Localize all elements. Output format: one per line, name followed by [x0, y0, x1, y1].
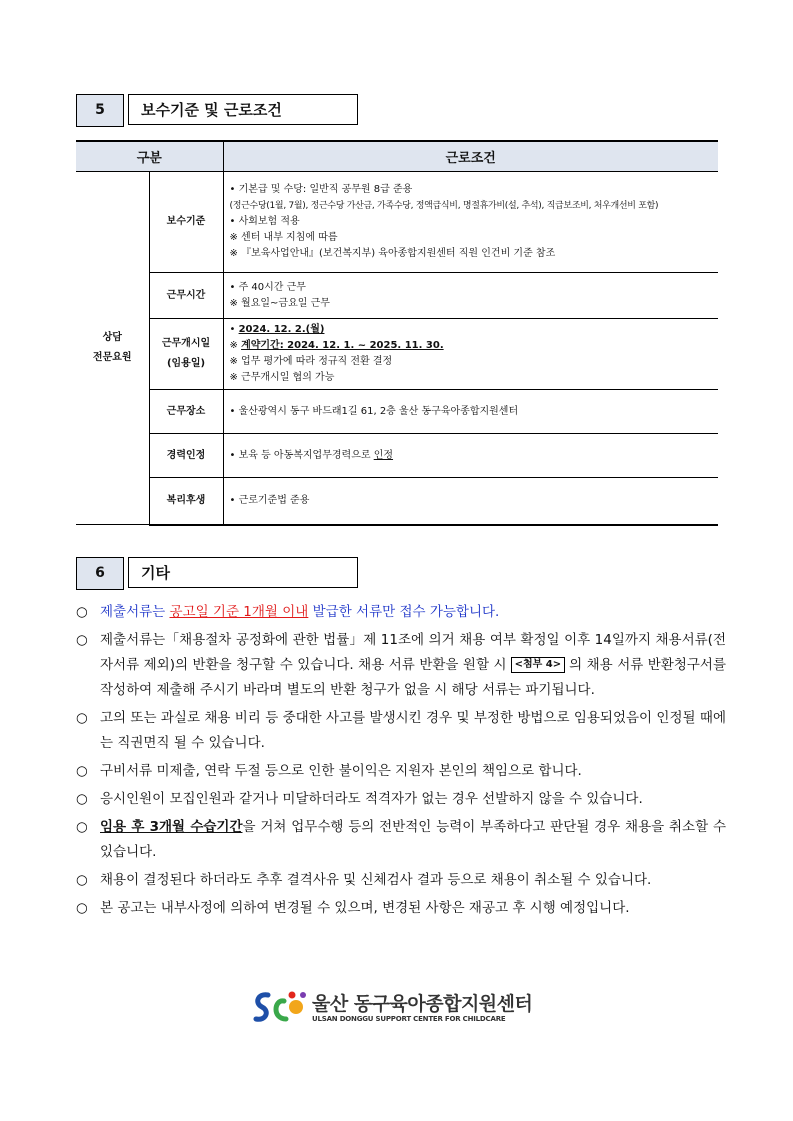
note-text: 의 채용 서류 반환청구서를 작성하여 제출해 주시기 바라며 별도의 반환 청구가 없을 시 해당 서류는 파기됩니다. [100, 657, 727, 698]
table-header-row [76, 141, 718, 172]
row-label-pay: 보수기준 [149, 172, 223, 273]
start-line [230, 322, 713, 338]
bullet: • [229, 324, 239, 335]
note-mark: ※ [229, 340, 242, 351]
bullet-circle-icon: ○ [76, 872, 88, 888]
bullet-circle-icon: ○ [76, 819, 88, 835]
note-text: 제출서류는 [100, 604, 170, 620]
pay-line: • 기본급 및 수당: 일반직 공무원 8급 준용 [229, 184, 413, 195]
row-content-start [223, 319, 718, 390]
note-text: 제출서류는「채용절차 공정화에 관한 법률」제 11조에 의거 채용 여부 확정일 이후 14일까지 채용서류(전자서류 제외)의 반환을 청구할 수 있습니다. 채용 서류 반환을 원할 시 [100, 632, 726, 673]
career-text: • 보육 등 아동복지업무경력으로 [229, 449, 374, 461]
logo-subtitle: ULSAN DONGGU SUPPORT CENTER FOR CHILDCARE [312, 1015, 506, 1023]
section-number: 6 [76, 557, 124, 590]
note-text: 구비서류 미제출, 연락 두절 등으로 인한 불이익은 지원자 본인의 책임으로 합니다. [100, 763, 582, 779]
start-line: ※ 업무 평가에 따라 정규직 전환 결정 [229, 356, 393, 367]
table-row [76, 273, 718, 319]
note-text: 발급한 서류만 접수 가능합니다. [308, 604, 500, 620]
job-category: 상담 전문요원 [76, 172, 149, 525]
note-highlight: 공고일 기준 1개월 이내 [169, 604, 309, 620]
note-highlight: 임용 후 3개월 수습기간 [100, 819, 243, 835]
list-item [76, 706, 726, 756]
table-row [76, 319, 718, 390]
attachment-badge: <첨부 4> [511, 657, 566, 673]
section-title: 보수기준 및 근로조건 [128, 94, 358, 125]
table-row [76, 478, 718, 525]
hours-line: • 주 40시간 근무 [229, 281, 306, 293]
pay-line: • 사회보험 적용 [229, 216, 300, 227]
row-content-hours [223, 273, 718, 319]
row-label-career: 경력인정 [149, 434, 223, 478]
bullet-circle-icon: ○ [76, 791, 88, 807]
note-text: 고의 또는 과실로 채용 비리 등 중대한 사고를 발생시킨 경우 및 부정한 방법으로 임용되었음이 인정될 때에는 직권면직 될 수 있습니다. [100, 710, 726, 751]
list-item [76, 600, 726, 625]
list-item [76, 868, 726, 893]
bullet-circle-icon: ○ [76, 632, 88, 648]
note-text: 응시인원이 모집인원과 같거나 미달하더라도 적격자가 없는 경우 선발하지 않을 수 있습니다. [100, 791, 643, 807]
row-content-place: • 울산광역시 동구 바드래1길 61, 2층 울산 동구육아종합지원센터 [223, 390, 718, 434]
center-logo-icon [252, 989, 308, 1025]
bullet-circle-icon: ○ [76, 763, 88, 779]
row-label-hours: 근무시간 [149, 273, 223, 319]
center-logo [252, 987, 552, 1027]
pay-line: ※ 센터 내부 지침에 따름 [229, 232, 338, 243]
list-item [76, 787, 726, 812]
row-content-pay [223, 172, 718, 273]
other-notes [76, 600, 726, 924]
row-label-place: 근무장소 [149, 390, 223, 434]
start-date: 2024. 12. 2.(월) [238, 324, 325, 335]
bullet-circle-icon: ○ [76, 710, 88, 726]
list-item [76, 628, 726, 703]
table-header-conditions: 근로조건 [223, 141, 718, 172]
contract-period: 계약기간: 2024. 12. 1. ~ 2025. 11. 30. [241, 340, 444, 351]
table-row [76, 172, 718, 273]
row-content-welfare: • 근로기준법 준용 [223, 478, 718, 525]
table-row [76, 390, 718, 434]
working-conditions-table [76, 140, 718, 526]
row-label-start: 근무개시일 (임용일) [149, 319, 223, 390]
start-line [230, 338, 713, 354]
table-header-category: 구분 [76, 141, 223, 172]
row-content-career [223, 434, 718, 478]
bullet-circle-icon: ○ [76, 604, 88, 620]
pay-line: ※ 『보육사업안내』(보건복지부) 육아종합지원센터 직원 인건비 기준 참조 [229, 248, 556, 259]
note-text: 을 거쳐 업무수행 등의 전반적인 능력이 부족하다고 판단될 경우 채용을 취소할 수 있습니다. [100, 819, 726, 860]
table-row [76, 434, 718, 478]
list-item [76, 815, 726, 865]
note-text: 채용이 결정된다 하더라도 추후 결격사유 및 신체검사 결과 등으로 채용이 취소될 수 있습니다. [100, 872, 652, 888]
bullet-circle-icon: ○ [76, 900, 88, 916]
note-text: 본 공고는 내부사정에 의하여 변경될 수 있으며, 변경된 사항은 재공고 후 시행 예정입니다. [100, 900, 630, 916]
list-item [76, 759, 726, 784]
section-number: 5 [76, 94, 124, 127]
career-underlined: 인정 [373, 449, 394, 461]
pay-line: (정근수당(1월, 7월), 정근수당 가산금, 가족수당, 정액급식비, 명절휴가비(설, 추석), 직급보조비, 처우개선비 포함) [229, 201, 659, 211]
list-item [76, 896, 726, 921]
start-line: ※ 근무개시일 협의 가능 [229, 372, 335, 383]
hours-line: ※ 월요일~금요일 근무 [229, 297, 330, 309]
section-title: 기타 [128, 557, 358, 588]
row-label-welfare: 복리후생 [149, 478, 223, 525]
logo-name: 울산 동구육아종합지원센터 [312, 993, 533, 1015]
